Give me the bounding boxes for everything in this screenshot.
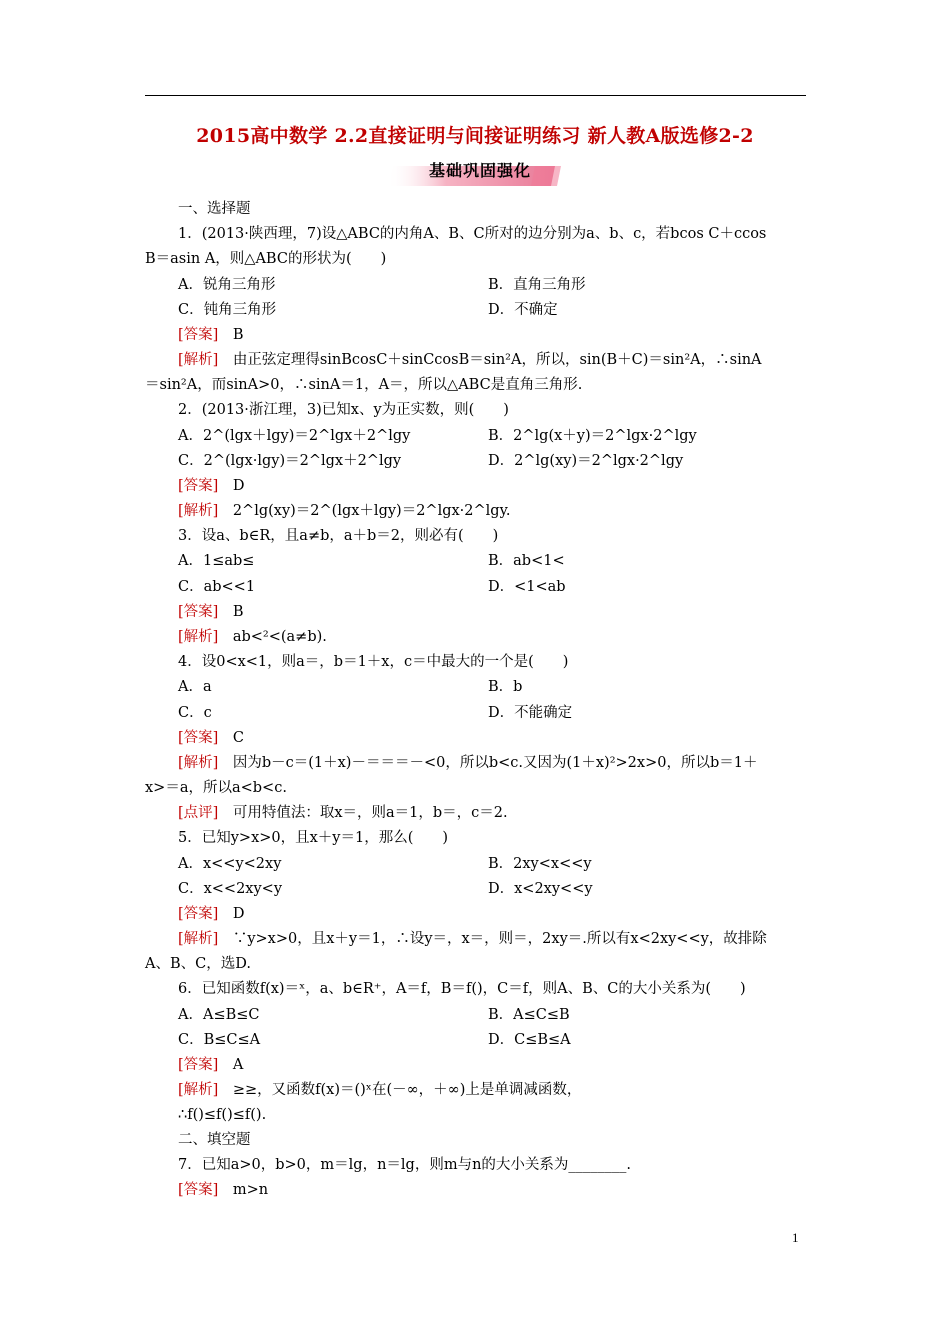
option: A．A≤B≤C: [178, 1007, 260, 1023]
option: D．x<2xy<<y: [488, 881, 593, 897]
option: B．b: [488, 679, 523, 695]
option: A．锐角三角形: [178, 277, 276, 293]
answer-value: B: [218, 604, 244, 620]
analysis-tag: [解析]: [178, 931, 219, 947]
analysis-line: [178, 627, 327, 647]
option: C．钝角三角形: [178, 302, 277, 318]
analysis-tag: [解析]: [178, 352, 219, 368]
answer-tag: [答案]: [178, 327, 219, 343]
question-text: 7．已知a>0，b>0，m＝lg，n＝lg，则m与n的大小关系为________.: [178, 1157, 632, 1173]
answer-line: [178, 476, 244, 496]
option: C．2^(lgx·lgy)＝2^lgx＋2^lgy: [178, 453, 402, 469]
option: B．ab<1<: [488, 553, 565, 569]
analysis-tag: [解析]: [178, 629, 219, 645]
option: B．2xy<x<<y: [488, 856, 592, 872]
question-text: B＝asin A，则△ABC的形状为( ): [145, 251, 387, 267]
analysis-text: 因为b－c＝(1＋x)－＝＝＝－<0，所以b<c.又因为(1＋x)²>2x>0，所以b＝1＋: [218, 755, 758, 771]
answer-value: m>n: [218, 1182, 269, 1198]
analysis-text: ∴f()≤f()≤f().: [178, 1107, 267, 1123]
analysis-text: ∵y>x>0，且x＋y＝1，∴设y＝，x＝，则＝，2xy＝.所以有x<2xy<<y，故排除: [218, 931, 767, 947]
option: A．a: [178, 679, 212, 695]
analysis-tag: [解析]: [178, 1082, 219, 1098]
analysis-line: [178, 929, 767, 949]
analysis-text: 由正弦定理得sinBcosC＋sinCcosB＝sin²A，所以，sin(B＋C)＝sin²A，∴sinA: [218, 352, 762, 368]
answer-tag: [答案]: [178, 1182, 219, 1198]
option: C．c: [178, 705, 212, 721]
option: C．B≤C≤A: [178, 1032, 261, 1048]
answer-line: [178, 1180, 268, 1200]
option: A．2^(lgx＋lgy)＝2^lgx＋2^lgy: [178, 428, 411, 444]
option: A．x<<y<2xy: [178, 856, 282, 872]
page-number: 1: [792, 1230, 799, 1245]
answer-tag: [答案]: [178, 1057, 219, 1073]
analysis-line: [178, 350, 762, 370]
section-heading: 二、填空题: [178, 1132, 251, 1148]
answer-tag: [答案]: [178, 478, 219, 494]
answer-value: C: [218, 730, 244, 746]
comment-line: [178, 803, 508, 823]
analysis-text: ＝sin²A，而sinA>0，∴sinA＝1，A＝，所以△ABC是直角三角形.: [145, 377, 583, 393]
option: B．直角三角形: [488, 277, 586, 293]
answer-line: [178, 728, 244, 748]
analysis-text: A、B、C，选D.: [145, 956, 251, 972]
banner-label: 基础巩固强化: [428, 161, 531, 180]
question-text: 2．(2013·浙江理，3)已知x、y为正实数，则( ): [178, 402, 509, 418]
option: D．2^lg(xy)＝2^lgx·2^lgy: [488, 453, 684, 469]
option: B．A≤C≤B: [488, 1007, 570, 1023]
option: D．C≤B≤A: [488, 1032, 571, 1048]
analysis-tag: [解析]: [178, 755, 219, 771]
comment-text: 可用特值法：取x＝，则a＝1，b＝，c＝2.: [218, 805, 508, 821]
option: D．<1<ab: [488, 579, 566, 595]
option: A．1≤ab≤: [178, 553, 255, 569]
document-title: 2015高中数学 2.2直接证明与间接证明练习 新人教A版选修2-2: [196, 125, 754, 147]
analysis-line: [178, 501, 510, 521]
question-text: 1．(2013·陕西理，7)设△ABC的内角A、B、C所对的边分别为a、b、c，若bcos C＋ccos: [178, 226, 767, 242]
option: C．ab<<1: [178, 579, 256, 595]
analysis-line: [178, 753, 757, 773]
question-text: 4．设0<x<1，则a＝，b＝1＋x，c＝中最大的一个是( ): [178, 654, 569, 670]
question-text: 5．已知y>x>0，且x＋y＝1，那么( ): [178, 830, 449, 846]
answer-value: B: [218, 327, 244, 343]
answer-value: D: [218, 906, 245, 922]
answer-tag: [答案]: [178, 906, 219, 922]
option: D．不能确定: [488, 705, 573, 721]
answer-tag: [答案]: [178, 730, 219, 746]
answer-value: A: [218, 1057, 244, 1073]
option: C．x<<2xy<y: [178, 881, 283, 897]
answer-line: [178, 904, 244, 924]
question-text: 6．已知函数f(x)＝ˣ，a、b∈R⁺，A＝f，B＝f()，C＝f，则A、B、C的大小关系为( ): [178, 981, 746, 997]
answer-tag: [答案]: [178, 604, 219, 620]
analysis-line: [178, 1080, 581, 1100]
analysis-tag: [解析]: [178, 503, 219, 519]
answer-line: [178, 1055, 243, 1075]
option: B．2^lg(x＋y)＝2^lgx·2^lgy: [488, 428, 697, 444]
analysis-text: x>＝a，所以a<b<c.: [145, 780, 287, 796]
analysis-text: 2^lg(xy)＝2^(lgx＋lgy)＝2^lgx·2^lgy.: [218, 503, 511, 519]
option: D．不确定: [488, 302, 558, 318]
analysis-text: ab<²<(a≠b).: [218, 629, 327, 645]
analysis-text: ≥≥，又函数f(x)＝()ˣ在(－∞，＋∞)上是单调减函数，: [218, 1082, 582, 1098]
question-text: 3．设a、b∈R，且a≠b，a＋b＝2，则必有( ): [178, 528, 499, 544]
answer-line: [178, 325, 243, 345]
section-heading: 一、选择题: [178, 201, 251, 217]
answer-value: D: [218, 478, 245, 494]
answer-line: [178, 602, 243, 622]
header-rule: [145, 95, 806, 96]
comment-tag: [点评]: [178, 805, 219, 821]
